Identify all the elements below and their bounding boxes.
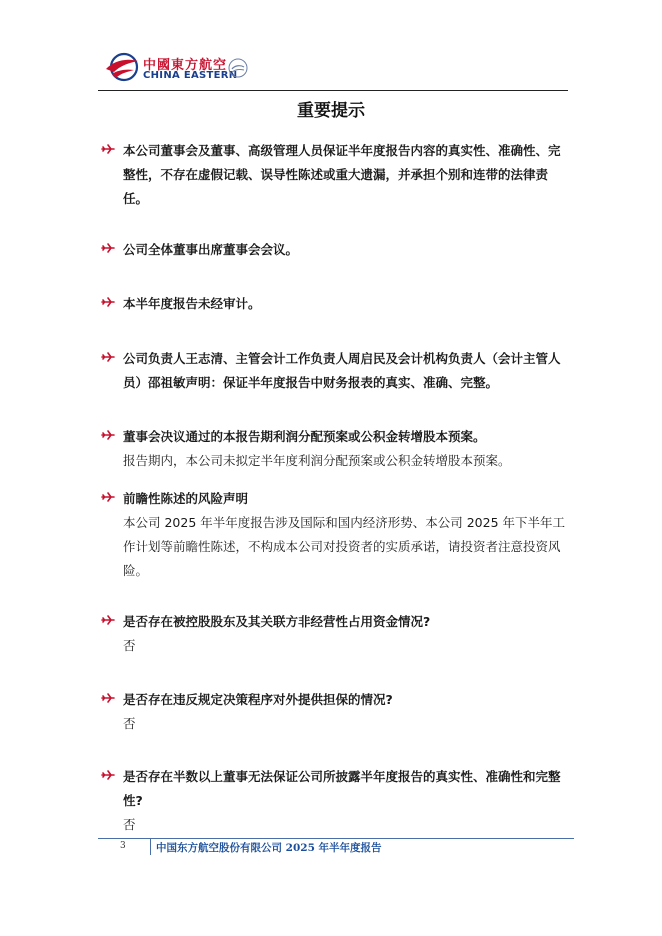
notice-item-director-guarantee: [101, 139, 571, 211]
notice-heading: 董事会决议通过的本报告期利润分配预案或公积金转增股本预案。: [123, 429, 486, 444]
notice-body: 本公司 2025 年半年度报告涉及国际和国内经济形势、本公司 2025 年下半年工作计划等前瞻性陈述，不构成本公司对投资者的实质承诺，请投资者注意投资风险。: [123, 515, 566, 578]
airplane-icon: [101, 241, 115, 255]
notice-item-forward-looking-risk: [101, 487, 571, 583]
airplane-icon: [101, 428, 115, 442]
notice-heading: 公司负责人王志清、主管会计工作负责人周启民及会计机构负责人（会计主管人员）邵祖敏声明：保证半年度报告中财务报表的真实、准确、完整。: [123, 351, 561, 390]
header-divider: [98, 90, 568, 91]
notice-item-fund-occupation: [101, 610, 571, 658]
china-eastern-swallow-logo-icon: [104, 52, 140, 82]
airplane-icon: [101, 142, 115, 156]
notice-body: 报告期内，本公司未拟定半年度利润分配预案或公积金转增股本预案。: [123, 453, 511, 468]
notice-item-responsible-persons: [101, 347, 571, 395]
notice-item-external-guarantee: [101, 688, 571, 736]
notice-heading: 是否存在违反规定决策程序对外提供担保的情况?: [123, 692, 393, 707]
footer-separator: [150, 839, 151, 855]
notice-item-unaudited: [101, 292, 571, 316]
notice-heading: 本半年度报告未经审计。: [123, 296, 261, 311]
notice-heading: 是否存在被控股股东及其关联方非经营性占用资金情况?: [123, 614, 431, 629]
footer-divider: [98, 838, 574, 839]
notice-heading: 本公司董事会及董事、高级管理人员保证半年度报告内容的真实性、准确性、完整性，不存在虚假记载、误导性陈述或重大遗漏，并承担个别和连带的法律责任。: [123, 143, 561, 206]
footer-report-title: 中国东方航空股份有限公司 2025 年半年度报告: [156, 842, 382, 854]
airplane-icon: [101, 350, 115, 364]
airplane-icon: [101, 613, 115, 627]
notice-item-director-assurance: [101, 765, 571, 837]
page-header: [98, 48, 568, 90]
page-number: 3: [120, 841, 126, 851]
airplane-icon: [101, 691, 115, 705]
skyteam-seal-icon: [226, 56, 250, 80]
airplane-icon: [101, 490, 115, 504]
notice-item-attendance: [101, 238, 571, 262]
logo-chinese-name: 中國東方航空: [143, 58, 228, 73]
airplane-icon: [101, 295, 115, 309]
airplane-icon: [101, 768, 115, 782]
notice-answer: 否: [123, 716, 136, 731]
notice-answer: 否: [123, 817, 136, 832]
logo-english-name: CHINA EASTERN: [143, 70, 238, 81]
notice-heading: 是否存在半数以上董事无法保证公司所披露半年度报告的真实性、准确性和完整性?: [123, 769, 561, 808]
notice-answer: 否: [123, 638, 136, 653]
notice-heading: 公司全体董事出席董事会会议。: [123, 242, 299, 257]
page-title: 重要提示: [297, 101, 365, 121]
notice-item-profit-distribution: [101, 425, 571, 473]
notice-heading: 前瞻性陈述的风险声明: [123, 491, 249, 506]
